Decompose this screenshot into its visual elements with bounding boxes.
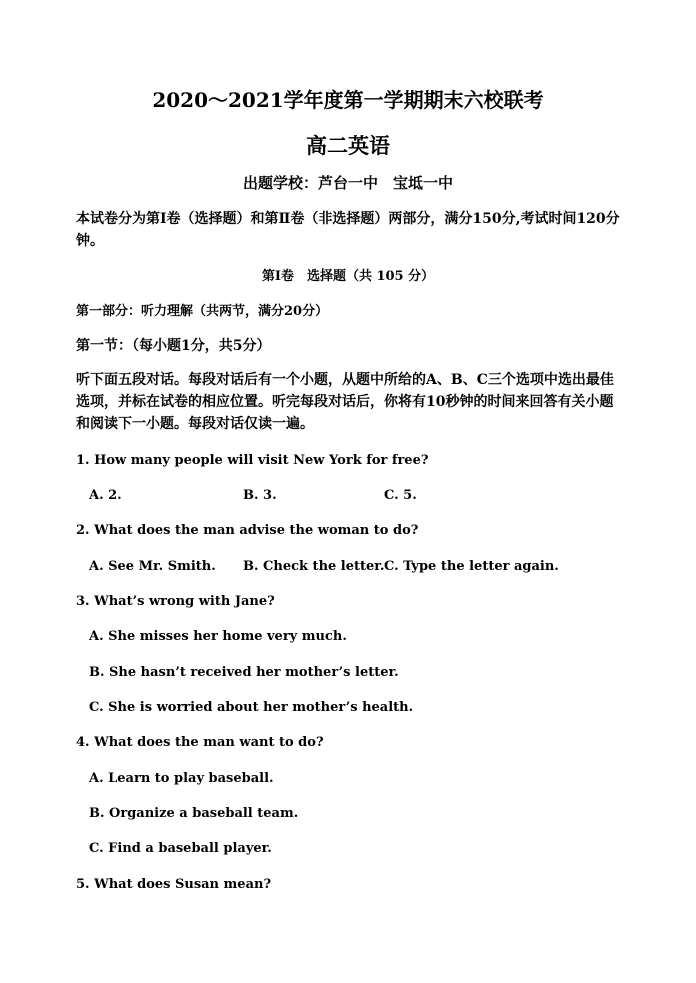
question-4: 4. What does the man want to do? — [76, 735, 324, 750]
part-title: 第一部分：听力理解（共两节，满分20分） — [76, 304, 329, 319]
listening-directions: 听下面五段对话。每段对话后有一个小题，从题中所给的A、B、C三个选项中选出最佳选项，并标在试卷的相应位置。听完每段对话后，你将有10秒钟的时间来回答有关小题和阅读下一小题。每段对话仅读一遍。 — [76, 372, 614, 432]
question-5: 5. What does Susan mean? — [76, 877, 272, 892]
exam-title: 2020～2021学年度第一学期期末六校联考 — [152, 88, 544, 112]
exam-intro: 本试卷分为第Ⅰ卷（选择题）和第Ⅱ卷（非选择题）两部分，满分150分,考试时间120分钟。 — [76, 211, 620, 249]
question-3-option-b: B. She hasn’t received her mother’s letter. — [89, 665, 399, 680]
exam-schools: 出题学校：芦台一中 宝坻一中 — [242, 174, 453, 192]
question-4-option-c: C. Find a baseball player. — [89, 841, 272, 856]
section-title: 第一节：（每小题1分，共5分） — [76, 338, 271, 354]
question-2-option-c: C. Type the letter again. — [384, 559, 559, 574]
question-1-option-a: A. 2. — [89, 488, 122, 503]
volume-title: 第Ⅰ卷 选择题（共 105 分） — [261, 269, 435, 284]
question-1-option-b: B. 3. — [243, 488, 277, 503]
exam-subject: 高二英语 — [306, 133, 390, 158]
question-2-option-b: B. Check the letter. — [243, 559, 385, 574]
question-4-option-b: B. Organize a baseball team. — [89, 806, 299, 821]
question-3: 3. What’s wrong with Jane? — [76, 594, 275, 609]
question-2: 2. What does the man advise the woman to do? — [76, 523, 419, 538]
question-1: 1. How many people will visit New York for free? — [76, 453, 429, 468]
question-2-option-a: A. See Mr. Smith. — [89, 559, 216, 574]
question-1-option-c: C. 5. — [384, 488, 417, 503]
question-3-option-c: C. She is worried about her mother’s health. — [89, 700, 414, 715]
question-3-option-a: A. She misses her home very much. — [89, 629, 347, 644]
question-4-option-a: A. Learn to play baseball. — [89, 771, 274, 786]
